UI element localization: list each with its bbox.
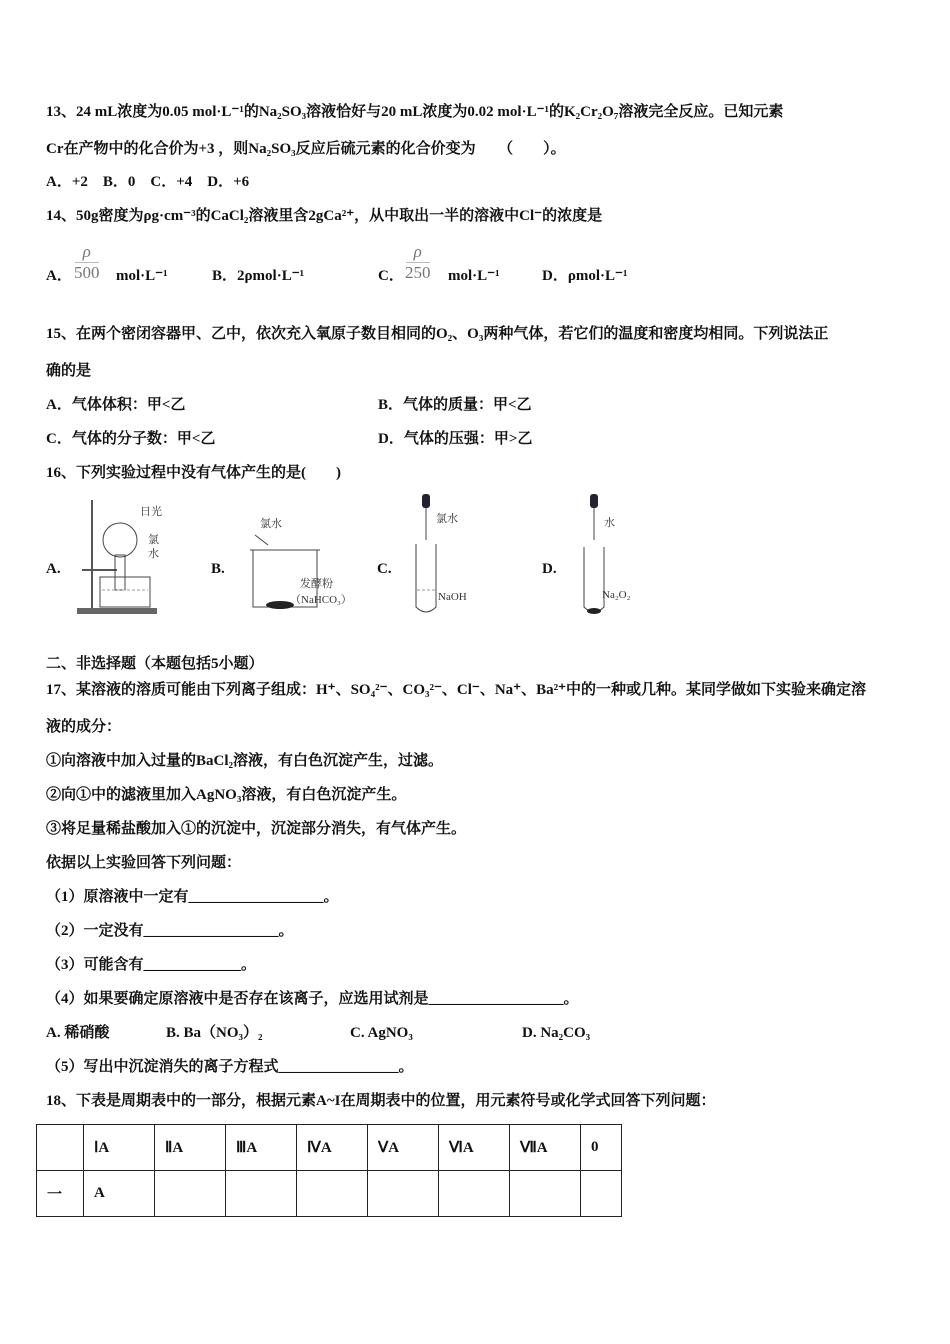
table-cell: 一 [37,1171,84,1217]
q15-option-c: C．气体的分子数：甲<乙 [46,431,216,447]
header-cell [37,1125,84,1171]
numerator: ρ [75,242,99,263]
table-cell [439,1171,510,1217]
table-cell [226,1171,297,1217]
q14-stem: 14、50g密度为ρg·cm⁻³的CaCl₂溶液里含2gCa²⁺，从中取出一半的溶液中Cl⁻的浓度是 [46,208,603,224]
figure-b-beaker [240,515,370,615]
q16-option-c-label: C. [377,561,392,577]
q14-option-a-label: A． [46,268,72,284]
label-water: 水 [148,548,159,560]
q16-option-a-label: A. [46,561,61,577]
q14-option-a-fraction [74,242,100,283]
q17-sub4-option-c: C. AgNO₃ [350,1025,413,1041]
q16-option-b-label: B. [211,561,225,577]
q15-line1: 15、在两个密闭容器甲、乙中，依次充入氧原子数目相同的O₂、O₃两种气体，若它们的温度和密度均相同。下列说法正 [46,326,829,342]
q17-sub3: （3）可能含有_____________。 [46,957,257,973]
label-naoh: NaOH [438,591,467,603]
q14-option-b: B．2ρmol·L⁻¹ [212,268,305,284]
q14-option-d: D．ρmol·L⁻¹ [542,268,628,284]
label-sunlight: 日光 [140,506,162,518]
q14-option-c-label: C． [378,268,404,284]
label-nahco3: （NaHCO₃） [290,594,352,606]
denominator: 250 [405,263,431,282]
figure-a-flask-apparatus [72,495,182,620]
table-header-row [37,1125,622,1171]
q16-stem: 16、下列实验过程中没有气体产生的是( ) [46,465,341,481]
table-cell: A [84,1171,155,1217]
q15-line2: 确的是 [46,363,92,379]
q13-line2: Cr在产物中的化合价为+3 ，则Na₂SO₃反应后硫元素的化合价变为 （ ）。 [46,141,566,157]
figure-d-test-tube [570,492,660,620]
table-cell [510,1171,581,1217]
q17-sub4-option-b: B. Ba（NO₃）₂ [166,1025,263,1041]
header-cell: ⅡA [155,1125,226,1171]
q14-option-c-unit: mol·L⁻¹ [448,268,500,284]
q13-options: A．+2 B．0 C．+4 D．+6 [46,174,250,190]
label-baking-powder: 发酵粉 [300,578,333,590]
label-water: 水 [604,517,615,529]
table-cell [581,1171,622,1217]
table-row [37,1171,622,1217]
q14-option-a-unit: mol·L⁻¹ [116,268,168,284]
q17-sub4: （4）如果要确定原溶液中是否存在该离子，应选用试剂是__________________。 [46,991,579,1007]
table-cell [368,1171,439,1217]
q17-step1: ①向溶液中加入过量的BaCl₂溶液，有白色沉淀产生，过滤。 [46,753,444,769]
q17-sub4-option-a: A. 稀硝酸 [46,1025,110,1041]
q18-stem: 18、下表是周期表中的一部分，根据元素A~I在周期表中的位置，用元素符号或化学式回答下列问题： [46,1093,716,1109]
q13-line1: 13、24 mL浓度为0.05 mol·L⁻¹的Na₂SO₃溶液恰好与20 mL浓度为0.02 mol·L⁻¹的K₂Cr₂O₇溶液完全反应。已知元素 [46,104,784,120]
q17-sub2: （2）一定没有__________________。 [46,923,294,939]
label-chlorine: 氯 [148,534,159,546]
header-cell: ⅥA [439,1125,510,1171]
header-cell: ⅢA [226,1125,297,1171]
header-cell: ⅤA [368,1125,439,1171]
label-chlorine-water: 氯水 [260,518,282,530]
q17-sub5: （5）写出中沉淀消失的离子方程式________________。 [46,1059,414,1075]
q15-option-a: A．气体体积：甲<乙 [46,397,186,413]
q17-intro: 依据以上实验回答下列问题： [46,855,242,871]
q17-step2: ②向①中的滤液里加入AgNO₃溶液，有白色沉淀产生。 [46,787,407,803]
denominator: 500 [74,263,100,282]
label-chlorine-water: 氯水 [436,513,458,525]
table-cell [155,1171,226,1217]
q17-sub4-option-d: D. Na₂CO₃ [522,1025,591,1041]
q14-option-c-fraction [405,242,431,283]
q17-step3: ③将足量稀盐酸加入①的沉淀中，沉淀部分消失，有气体产生。 [46,821,467,837]
header-cell: ⅦA [510,1125,581,1171]
periodic-table-fragment [36,1124,622,1217]
header-cell: ⅠA [84,1125,155,1171]
q17-sub1: （1）原溶液中一定有__________________。 [46,889,339,905]
q15-option-b: B．气体的质量：甲<乙 [378,397,532,413]
header-cell: ⅣA [297,1125,368,1171]
figure-c-test-tube [400,492,490,620]
q17-line2: 液的成分： [46,719,122,735]
q15-option-d: D．气体的压强：甲>乙 [378,431,533,447]
table-cell [297,1171,368,1217]
numerator: ρ [406,242,430,263]
q17-line1: 17、某溶液的溶质可能由下列离子组成：H⁺、SO₄²⁻、CO₃²⁻、Cl⁻、Na⁺、Ba²⁺中的一种或几种。某同学做如下实验来确定溶 [46,682,867,698]
header-cell: 0 [581,1125,622,1171]
q16-option-d-label: D. [542,561,557,577]
section-2-heading: 二、非选择题（本题包括5小题） [46,656,264,672]
label-na2o2: Na₂O₂ [602,589,631,601]
